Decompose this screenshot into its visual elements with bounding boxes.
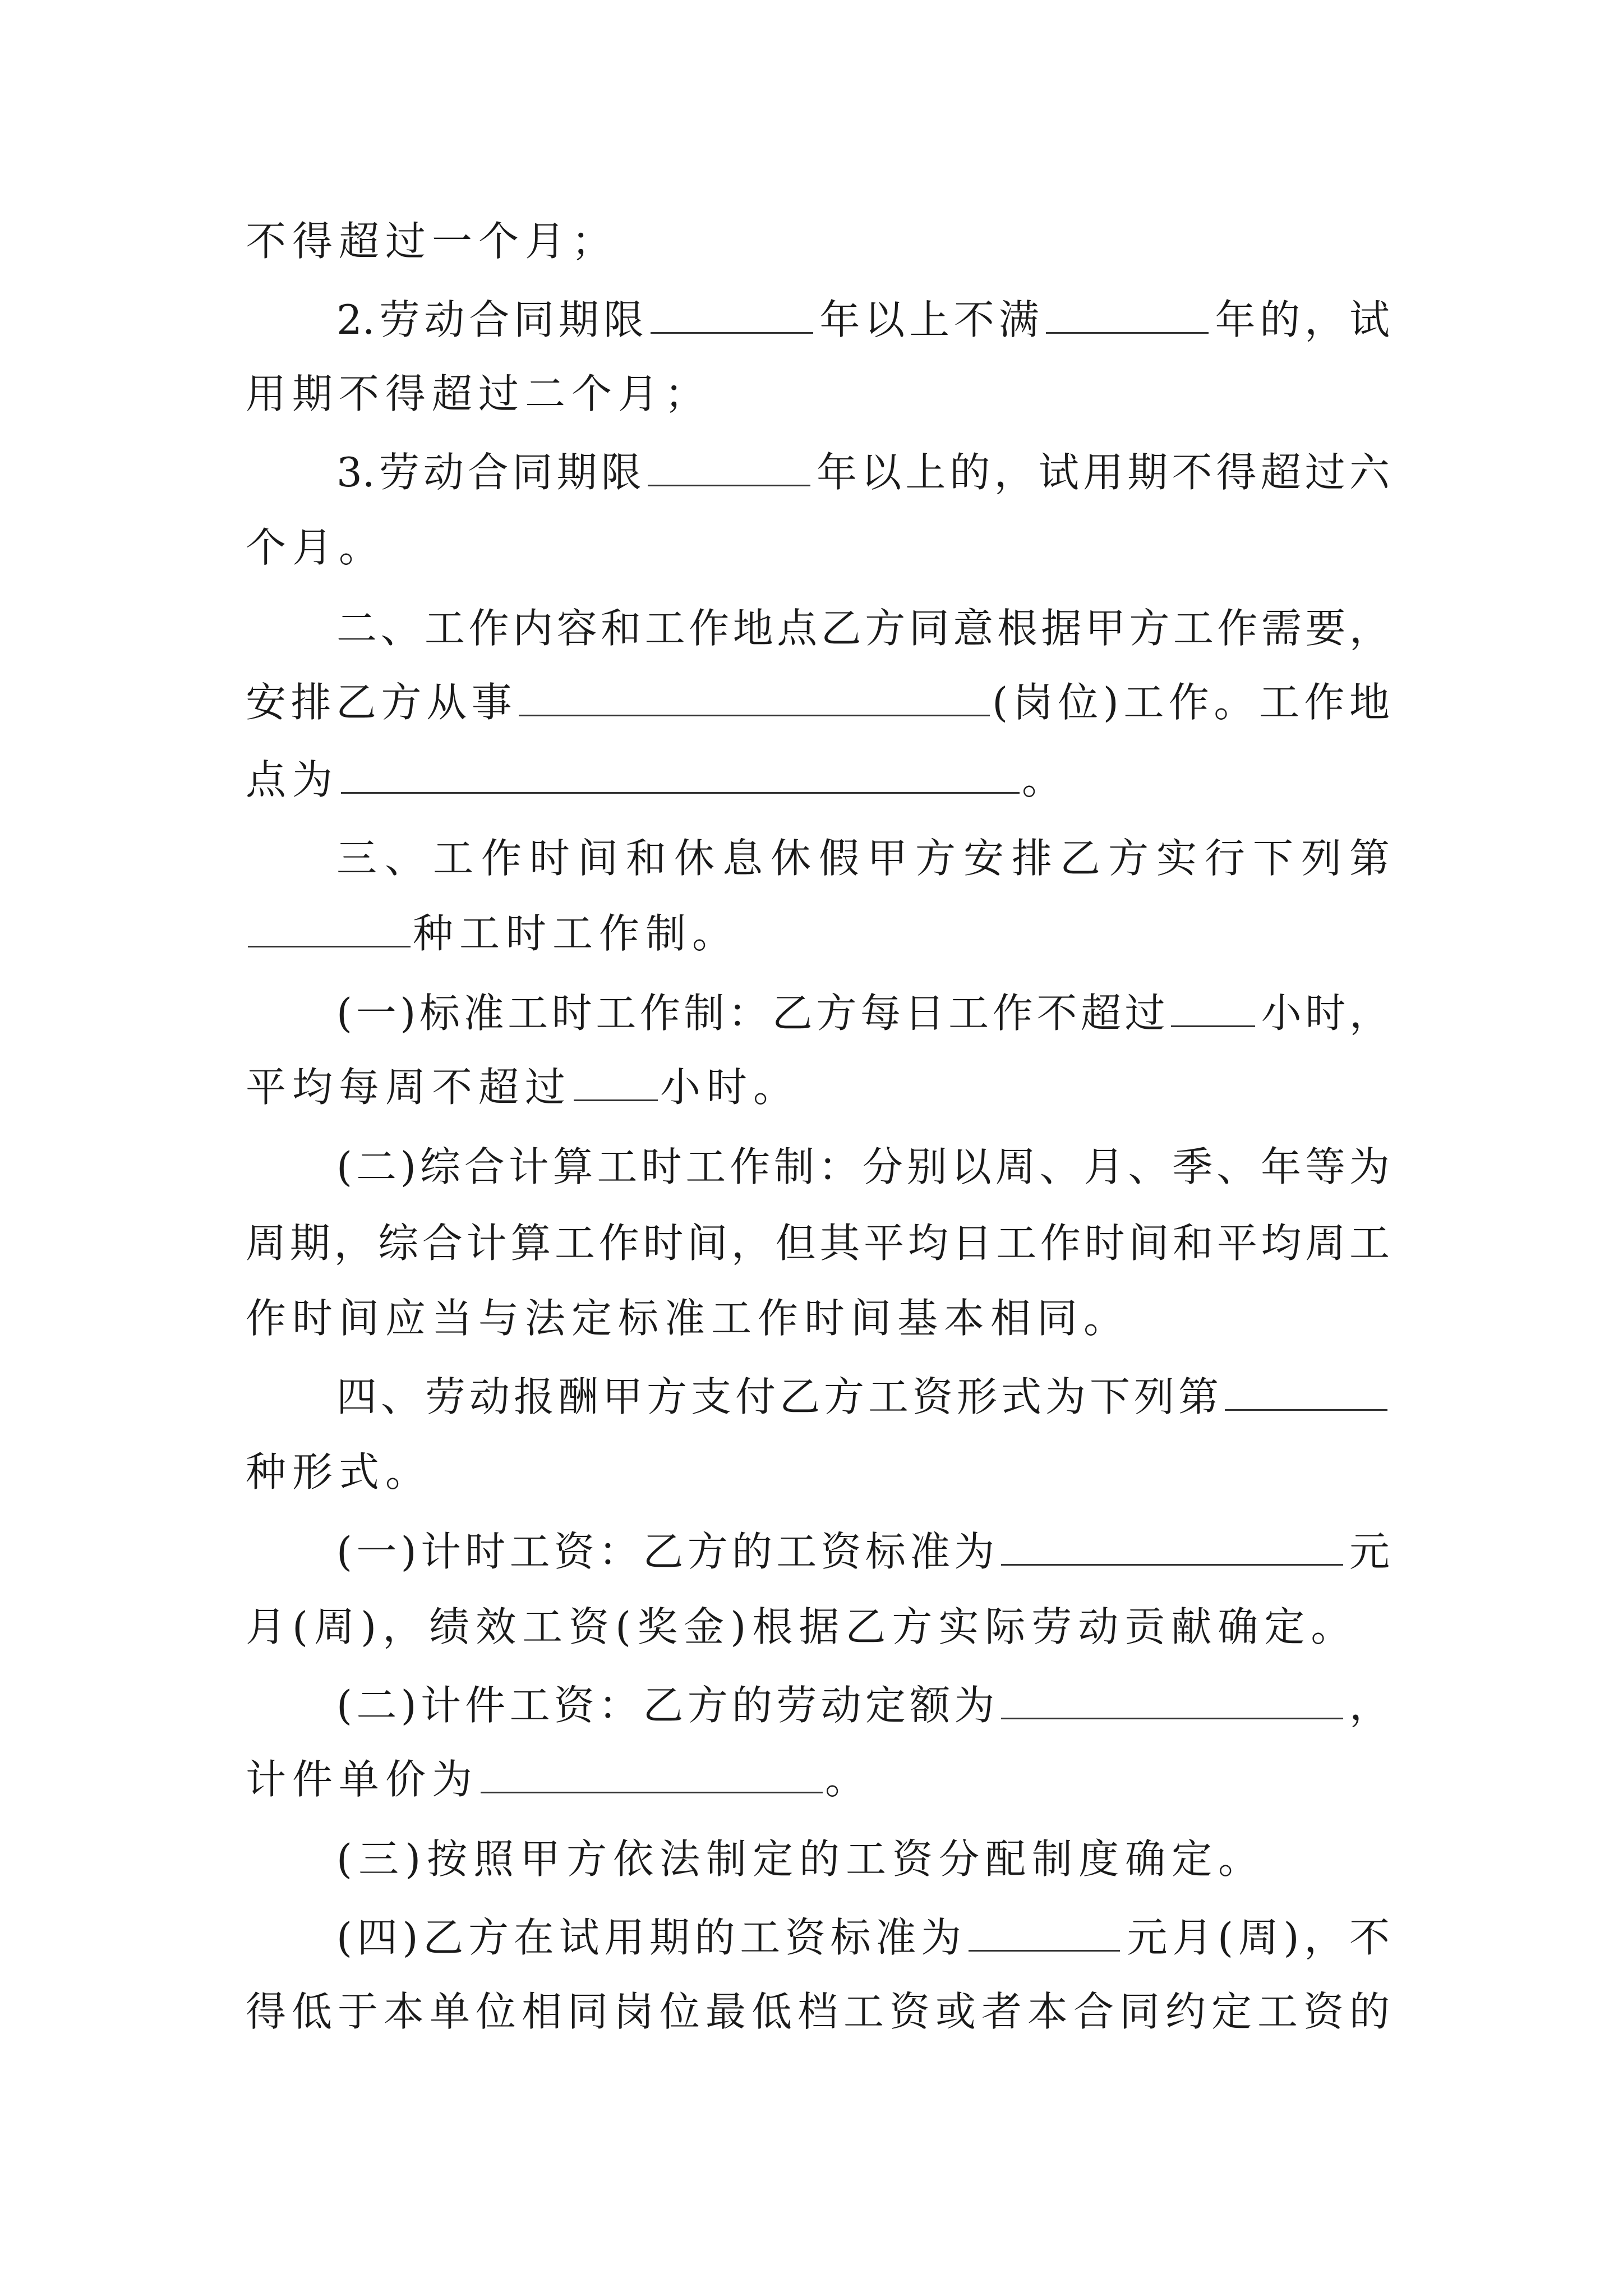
blank-field — [341, 755, 1020, 794]
text-line-23 — [336, 1910, 1390, 1966]
text-line-24 — [246, 1984, 1390, 2040]
text-line-16 — [336, 1369, 1390, 1425]
text-segment: 种形式。 — [246, 1448, 432, 1496]
text-segment: (二)计件工资：乙方的劳动定额为 — [336, 1682, 999, 1729]
text-segment: 月(周)，绩效工资(奖金)根据乙方实际劳动贡献确定。 — [246, 1603, 1358, 1650]
text-segment: (三)按照甲方依法制定的工资分配制度确定。 — [336, 1835, 1265, 1883]
text-segment: 安排乙方从事 — [246, 679, 517, 726]
text-segment: 年以上的，试用期不得超过六 — [812, 449, 1390, 496]
blank-field — [1046, 295, 1209, 334]
blank-field — [1001, 1527, 1343, 1566]
text-segment: 小时。 — [660, 1064, 800, 1111]
text-line-14 — [246, 1215, 1390, 1271]
text-segment: 四、劳动报酬甲方支付乙方工资形式为下列第 — [336, 1373, 1223, 1420]
blank-field — [969, 1913, 1120, 1952]
text-line-19 — [246, 1599, 1390, 1655]
blank-field — [1001, 1681, 1343, 1719]
text-segment: 年以上不满 — [815, 296, 1044, 343]
text-line-21 — [246, 1751, 1390, 1807]
text-segment: 2.劳动合同期限 — [336, 296, 648, 343]
text-line-6 — [336, 600, 1390, 656]
text-segment: 二、工作内容和工作地点乙方同意根据甲方工作需要， — [336, 605, 1390, 652]
blank-field — [1171, 988, 1255, 1027]
text-segment: 不得超过一个月； — [246, 218, 619, 265]
text-segment: 作时间应当与法定标准工作时间基本相同。 — [246, 1295, 1131, 1342]
blank-field — [519, 678, 990, 716]
text-segment: 年的，试 — [1210, 296, 1390, 343]
text-segment: (四)乙方在试用期的工资标准为 — [336, 1914, 966, 1961]
text-line-18 — [336, 1524, 1390, 1580]
text-line-9 — [336, 830, 1390, 886]
text-segment: 三、工作时间和休息休假甲方安排乙方实行下列第 — [336, 835, 1390, 882]
text-line-13 — [336, 1139, 1390, 1195]
text-line-3 — [246, 366, 1390, 422]
text-line-17 — [246, 1444, 1390, 1500]
text-segment: 得低于本单位相同岗位最低档工资或者本合同约定工资的 — [246, 1988, 1390, 2035]
blank-field — [651, 295, 813, 334]
text-segment: ， — [1345, 1682, 1390, 1729]
text-line-2 — [336, 292, 1390, 348]
text-line-8 — [246, 752, 1390, 808]
text-segment: (二)综合计算工时工作制：分别以周、月、季、年等为 — [336, 1143, 1390, 1190]
text-segment: 3.劳动合同期限 — [336, 449, 645, 496]
text-segment: (一)标准工时工作制：乙方每日工作不超过 — [336, 990, 1169, 1037]
text-line-1 — [246, 213, 1390, 269]
text-segment: 种工时工作制。 — [413, 910, 739, 957]
text-line-11 — [336, 985, 1390, 1041]
text-line-5 — [246, 519, 1390, 576]
text-segment: 。 — [825, 1756, 872, 1803]
text-segment: (一)计时工资：乙方的工资标准为 — [336, 1528, 999, 1575]
text-segment: 小时， — [1257, 990, 1390, 1037]
text-line-7 — [246, 674, 1390, 730]
blank-field — [1225, 1372, 1387, 1411]
blank-field — [648, 448, 810, 486]
text-segment: 周期，综合计算工作时间，但其平均日工作时间和平均周工 — [246, 1220, 1390, 1267]
text-line-10 — [246, 905, 1390, 961]
blank-field — [481, 1755, 823, 1793]
text-line-12 — [246, 1059, 1390, 1115]
text-segment: 元月(周)，不 — [1122, 1914, 1390, 1961]
text-line-15 — [246, 1290, 1390, 1346]
text-segment: 点为 — [246, 756, 339, 803]
text-segment: 平均每周不超过 — [246, 1064, 572, 1111]
text-segment: 元 — [1345, 1528, 1390, 1575]
text-segment: 。 — [1022, 756, 1069, 803]
text-segment: 用期不得超过二个月； — [246, 370, 712, 417]
text-line-22 — [336, 1831, 1390, 1887]
text-segment: (岗位)工作。工作地 — [992, 679, 1390, 726]
blank-field — [574, 1062, 658, 1101]
text-line-20 — [336, 1677, 1390, 1733]
text-segment: 计件单价为 — [246, 1756, 479, 1803]
blank-field — [248, 909, 411, 947]
text-line-4 — [336, 444, 1390, 500]
text-segment: 个月。 — [246, 524, 386, 571]
